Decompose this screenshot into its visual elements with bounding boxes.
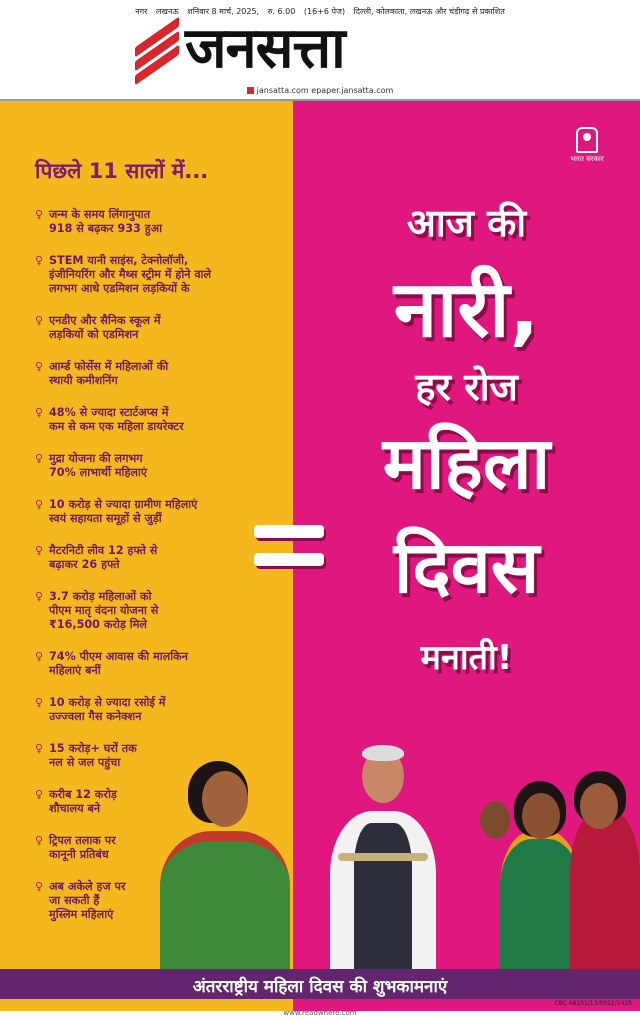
issue-date: शनिवार 8 मार्च, 2025, <box>187 7 260 16</box>
fact-line: 48% से ज्यादा स्टार्टअप्स में <box>49 406 169 419</box>
fact-line: महिलाएं बनीं <box>49 664 101 677</box>
fact-text <box>49 498 197 526</box>
headline-line-5: दिवस <box>393 525 540 609</box>
fact-line: STEM यानी साइंस, टेक्नोलॉजी, <box>49 254 189 267</box>
fact-line: कानूनी प्रतिबंध <box>49 848 109 861</box>
fact-text <box>49 544 157 572</box>
published-from: दिल्ली, कोलकाता, लखनऊ और चंडीगढ़ से प्रकाशित <box>353 7 505 16</box>
logo-stripes-icon <box>135 20 181 78</box>
female-symbol-icon: ♀ <box>35 650 44 663</box>
fact-line: लगभग आधे एडमिशन लड़कियों के <box>49 282 190 295</box>
female-symbol-icon: ♀ <box>35 590 44 603</box>
fact-line: जा सकती हैं <box>49 894 100 907</box>
ashoka-emblem-icon <box>576 127 598 153</box>
fact-line: आर्म्ड फोर्सेस में महिलाओं की <box>49 360 169 373</box>
fact-line: लड़कियों को एडमिशन <box>49 328 139 341</box>
fact-text <box>49 406 184 434</box>
fact-line: करीब 12 करोड़ <box>49 788 117 801</box>
fact-item <box>35 590 290 632</box>
headline-line-6: मनाती! <box>420 638 513 678</box>
fact-item <box>35 254 290 296</box>
fact-item <box>35 498 290 526</box>
man-center <box>318 741 448 969</box>
fact-text <box>49 742 137 770</box>
fact-line: मुद्रा योजना की लगभग <box>49 452 143 465</box>
women-group-photo <box>150 741 640 969</box>
masthead <box>0 0 640 100</box>
intro-heading: पिछले 11 सालों में... <box>35 159 209 183</box>
woman-left <box>150 761 300 969</box>
fact-line: पीएम मातृ वंदना योजना से <box>49 604 159 617</box>
fact-item <box>35 406 290 434</box>
greeting-text: अंतरराष्ट्रीय महिला दिवस की शुभकामनाएं <box>192 977 448 997</box>
fact-line: 918 से बढ़कर 933 हुआ <box>49 222 163 235</box>
fact-line: कम से कम एक महिला डायरेक्टर <box>49 420 184 433</box>
advertisement <box>0 101 640 1011</box>
fact-line: उज्ज्वला गैस कनेक्शन <box>49 710 142 723</box>
edition-city: लखनऊ <box>156 7 179 16</box>
fact-item <box>35 452 290 480</box>
fact-line: बढ़ाकर 26 हफ्ते <box>49 558 120 571</box>
female-symbol-icon: ♀ <box>35 544 44 557</box>
price: रु. 6.00 <box>267 7 296 16</box>
fact-line: 74% पीएम आवास की मालकिन <box>49 650 188 663</box>
fact-line: 10 करोड़ से ज्यादा ग्रामीण महिलाएं <box>49 498 198 511</box>
fact-item <box>35 208 290 236</box>
fact-item <box>35 314 290 342</box>
fact-line: मुस्लिम महिलाएं <box>49 908 114 921</box>
fact-text <box>49 696 166 724</box>
female-symbol-icon: ♀ <box>35 834 44 847</box>
fact-item <box>35 360 290 388</box>
female-symbol-icon: ♀ <box>35 360 44 373</box>
female-symbol-icon: ♀ <box>35 696 44 709</box>
government-emblem <box>562 127 612 164</box>
fact-line: स्थायी कमीशनिंग <box>49 374 118 387</box>
website-text: jansatta.com epaper.jansatta.com <box>256 86 394 95</box>
female-symbol-icon: ♀ <box>35 254 44 267</box>
website-line <box>0 86 640 95</box>
fact-line: अब अकेले हज पर <box>49 880 126 893</box>
headline-line-1: आज की <box>406 201 527 245</box>
page-count: (16+6 पेज) <box>303 7 346 16</box>
fact-text <box>49 208 162 236</box>
fact-text <box>49 650 188 678</box>
fact-text <box>49 880 126 922</box>
footer-url: www.readwhere.com <box>283 1009 357 1017</box>
female-symbol-icon: ♀ <box>35 742 44 755</box>
fact-line: 10 करोड़ से ज्यादा रसोई में <box>49 696 166 709</box>
female-symbol-icon: ♀ <box>35 314 44 327</box>
newspaper-logo <box>135 18 345 80</box>
edition-label: नगर <box>135 7 148 16</box>
fact-line: 15 करोड़+ घरों तक <box>49 742 137 755</box>
fact-line: 70% लाभार्थी महिलाएं <box>49 466 148 479</box>
fact-line: शौचालय बने <box>49 802 101 815</box>
web-square-icon <box>247 87 254 94</box>
fact-text <box>49 788 117 816</box>
emblem-caption: भारत सरकार <box>570 155 604 163</box>
fact-line: ट्रिपल तलाक पर <box>49 834 116 847</box>
newspaper-name: जनसत्ता <box>185 16 345 81</box>
women-right <box>470 771 640 969</box>
fact-line: स्वयं सहायता समूहों से जुड़ीं <box>49 512 162 525</box>
headline-line-2: नारी, <box>393 265 540 355</box>
fact-item <box>35 544 290 572</box>
female-symbol-icon: ♀ <box>35 788 44 801</box>
fact-text <box>49 452 147 480</box>
fact-line: जन्म के समय लिंगानुपात <box>49 208 151 221</box>
equals-sign-icon <box>254 525 324 571</box>
fact-line: इंजीनियरिंग और मैथ्स स्ट्रीम में होने वाले <box>49 268 212 281</box>
fact-line: मैटरनिटी लीव 12 हफ्ते से <box>49 544 158 557</box>
fact-text <box>49 254 211 296</box>
fact-item <box>35 650 290 678</box>
fact-item <box>35 696 290 724</box>
fact-text <box>49 360 168 388</box>
fact-line: नल से जल पहुंचा <box>49 756 121 769</box>
cbc-code: CBC 48101/13/0012/2425 <box>554 1000 632 1007</box>
female-symbol-icon: ♀ <box>35 406 44 419</box>
fact-text <box>49 314 161 342</box>
fact-text <box>49 834 116 862</box>
headline-line-3: हर रोज <box>415 365 518 409</box>
fact-text <box>49 590 158 632</box>
fact-line: एनडीए और सैनिक स्कूल में <box>49 314 161 327</box>
female-symbol-icon: ♀ <box>35 208 44 221</box>
headline-line-4: महिला <box>382 421 551 505</box>
female-symbol-icon: ♀ <box>35 498 44 511</box>
fact-line: ₹16,500 करोड़ मिले <box>49 618 147 631</box>
female-symbol-icon: ♀ <box>35 880 44 893</box>
female-symbol-icon: ♀ <box>35 452 44 465</box>
fact-line: 3.7 करोड़ महिलाओं को <box>49 590 152 603</box>
